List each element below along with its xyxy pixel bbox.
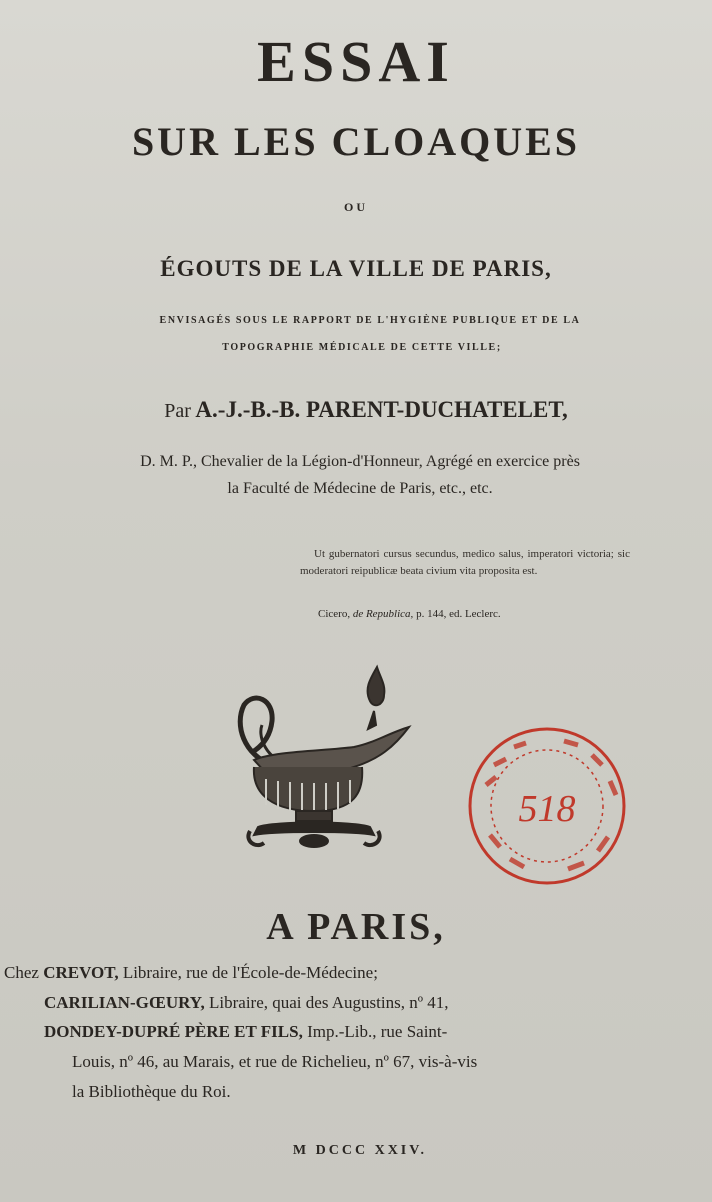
author-prefix: Par: [164, 400, 191, 422]
citation-ref: p. 144, ed. Leclerc.: [416, 608, 501, 620]
imprint-line-2-rest: Libraire, quai des Augustins, nº 41,: [209, 993, 449, 1012]
epigraph-text: Ut gubernatori cursus secundus, medico salus, imperatori victoria; sic moderatori reipublicæ beata civium vita proposita est.: [300, 548, 630, 577]
lamp-vignette-icon: [214, 655, 414, 855]
imprint-line-2: [44, 993, 448, 1013]
citation-work: de Republica,: [352, 608, 414, 620]
author-name: A.-J.-B.-B. PARENT-DUCHATELET,: [195, 397, 568, 422]
subtitle-line-1: ENVISAGÉS SOUS LE RAPPORT DE L'HYGIÈNE PUBLIQUE ET DE LA: [159, 315, 581, 326]
title-egouts: ÉGOUTS DE LA VILLE DE PARIS,: [160, 256, 552, 281]
imprint-line-4: Louis, nº 46, au Marais, et rue de Richelieu, nº 67, vis-à-vis: [72, 1052, 478, 1071]
imprint-place: A PARIS,: [266, 906, 446, 948]
author-line: [10, 397, 712, 423]
author-credentials-2: la Faculté de Médecine de Paris, etc., etc.: [227, 480, 493, 497]
imprint-line-1-rest: Libraire, rue de l'École-de-Médecine;: [122, 963, 378, 982]
stamp-number: 518: [518, 788, 576, 830]
publisher-carilian: CARILIAN-GŒURY,: [44, 993, 205, 1012]
title-sur-les-cloaques: SUR LES CLOAQUES: [131, 119, 581, 164]
library-stamp-icon: [466, 725, 628, 887]
title-ou: OU: [344, 200, 368, 214]
imprint-line-5: la Bibliothèque du Roi.: [72, 1082, 231, 1101]
title-essai: ESSAI: [257, 29, 455, 94]
subtitle-line-2: TOPOGRAPHIE MÉDICALE DE CETTE VILLE;: [222, 342, 502, 353]
imprint-line-1-pre: Chez: [4, 963, 39, 982]
epigraph-citation: [318, 608, 501, 620]
publication-date: M DCCC XXIV.: [292, 1143, 428, 1158]
citation-author: Cicero,: [318, 608, 351, 620]
imprint-line-3-rest: Imp.-Lib., rue Saint-: [307, 1022, 448, 1041]
imprint-line-3: [44, 1022, 447, 1042]
author-credentials-1: D. M. P., Chevalier de la Légion-d'Honneur, Agrégé en exercice près: [140, 453, 580, 470]
publisher-dondey-dupre: DONDEY-DUPRÉ PÈRE ET FILS,: [44, 1022, 303, 1041]
publisher-crevot: CREVOT,: [43, 963, 119, 982]
imprint-line-1: [4, 963, 378, 983]
